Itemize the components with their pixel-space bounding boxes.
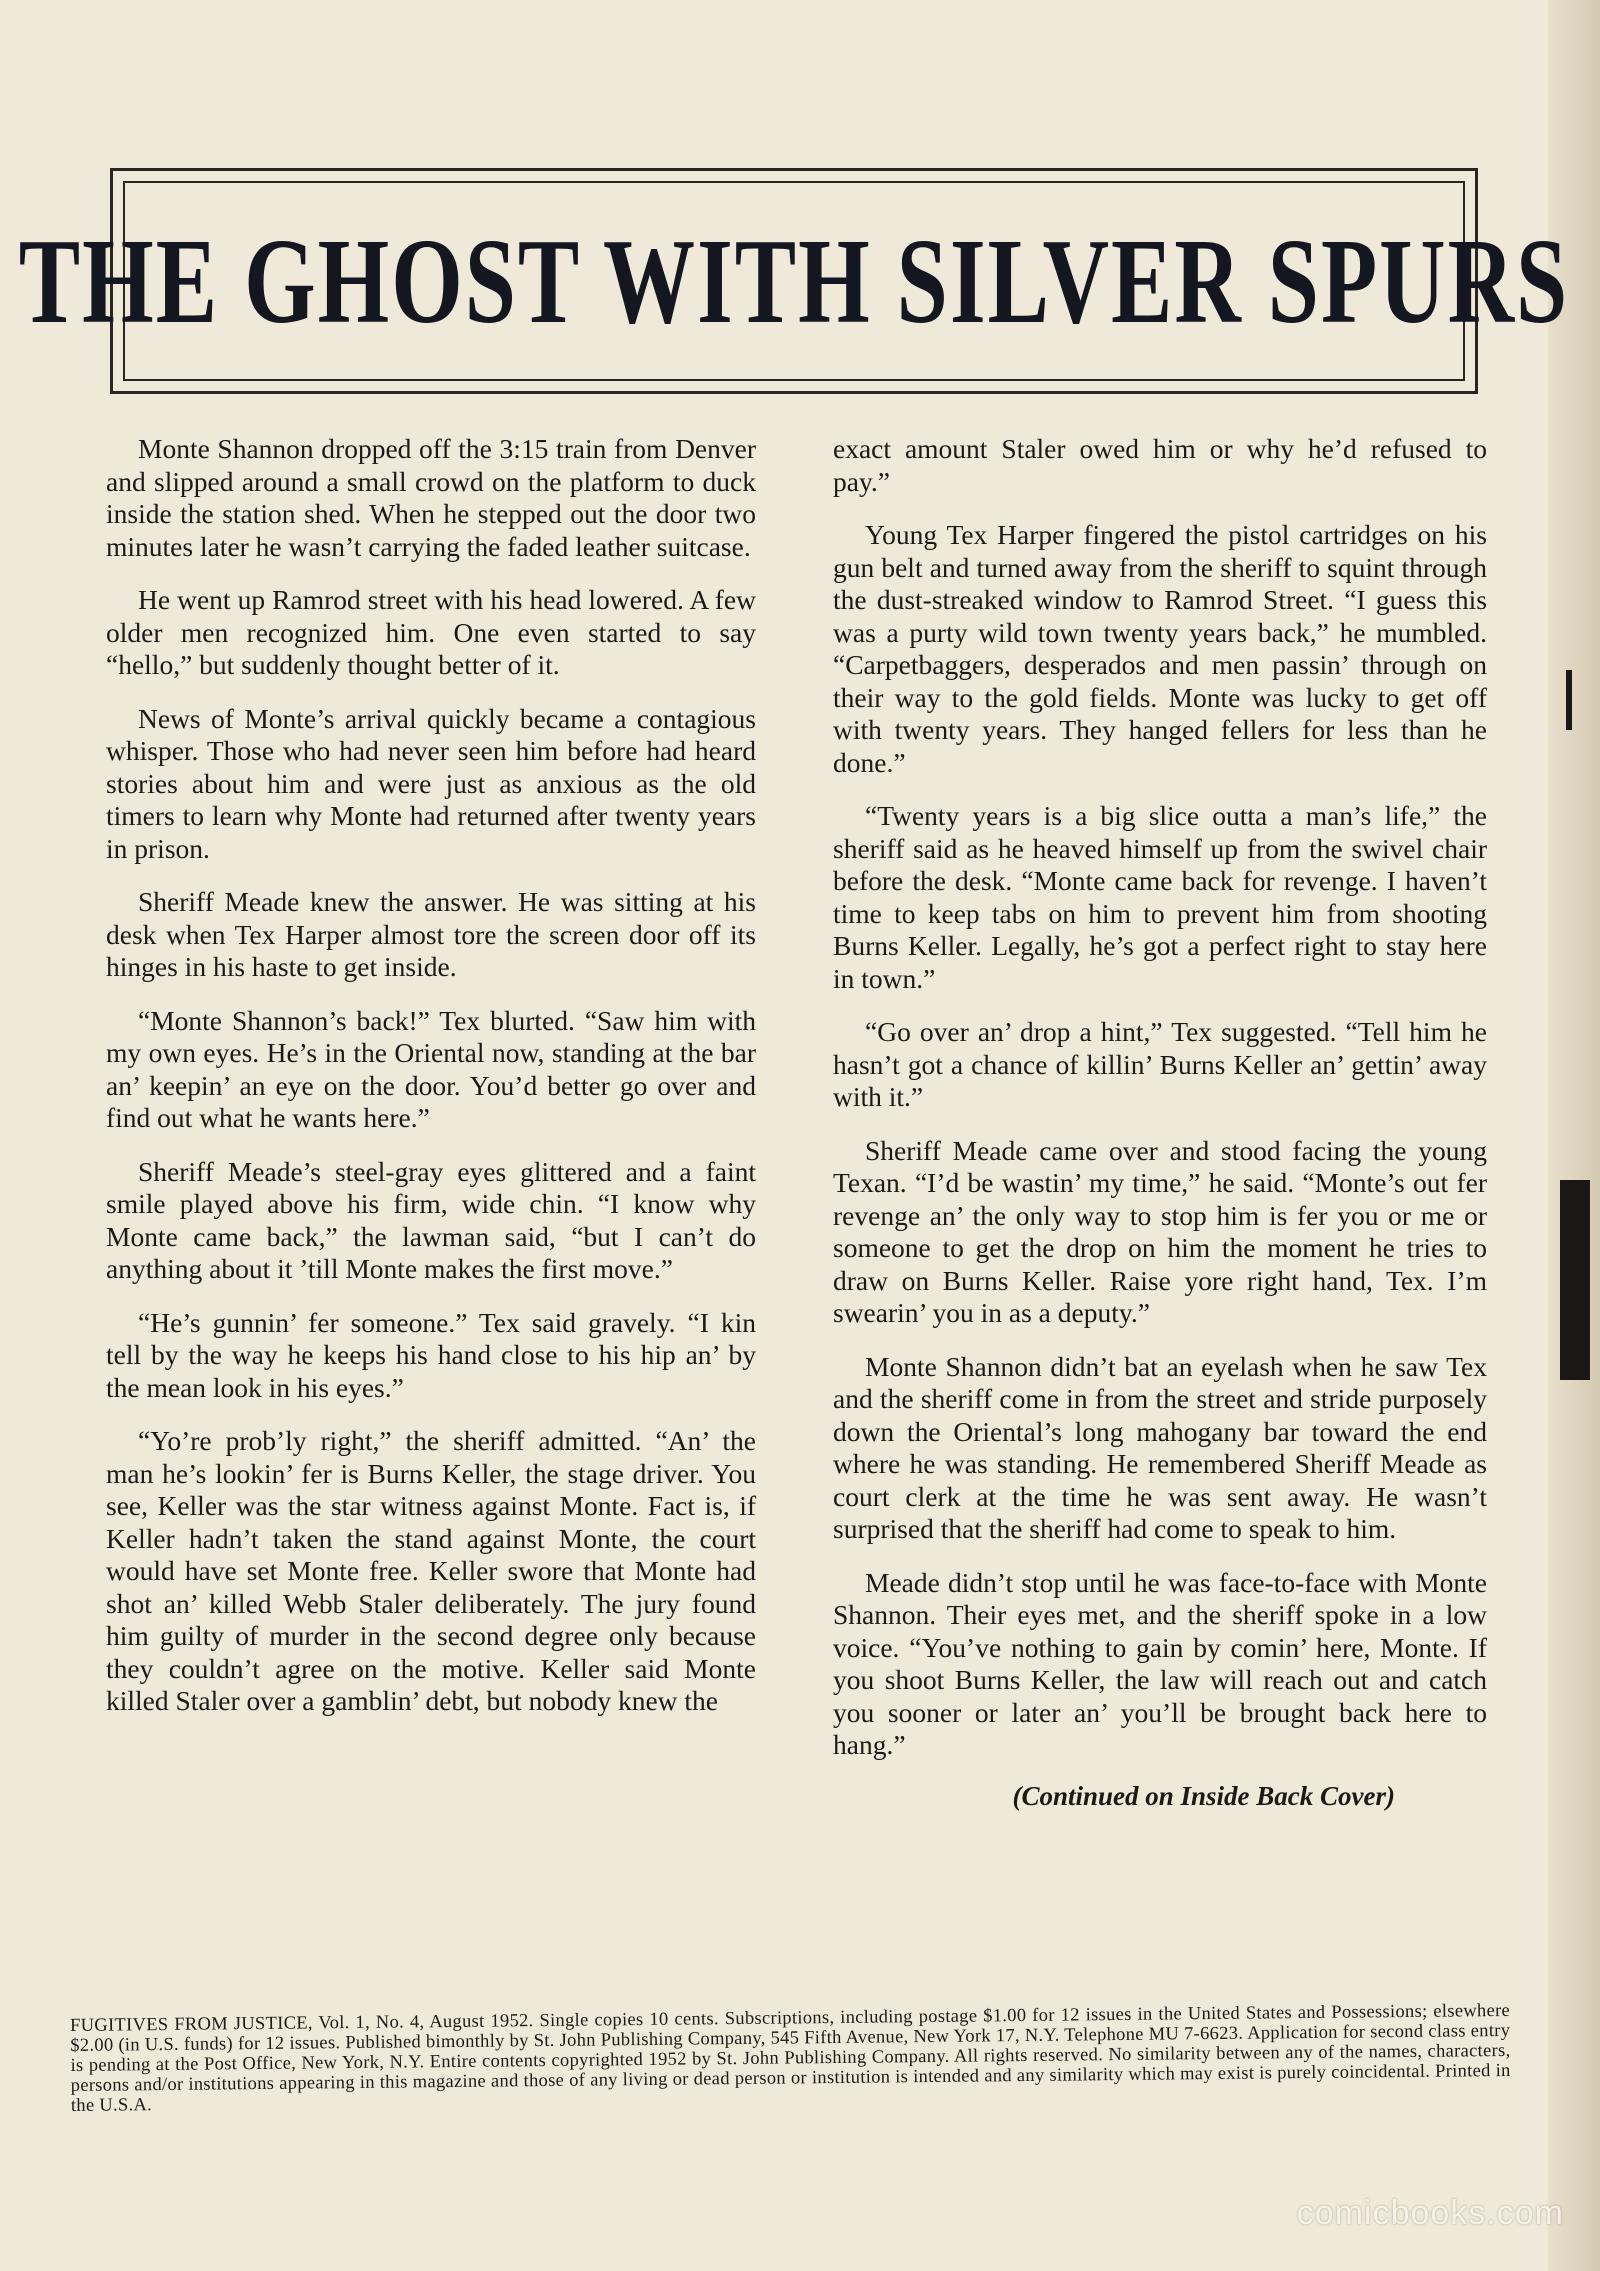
paragraph: Young Tex Harper fingered the pistol cartridges on his gun belt and turned away from the sheriff to squint through the dust-streaked window to Ramrod Street. “I guess this was a purty wild town twenty years back,” he mumbled. “Carpetbaggers, desperados and men passin’ through on their way to the gold fields. Monte was lucky to get off with twenty years. They hanged fellers for less than he done.” [833, 519, 1487, 778]
right-column [833, 433, 1487, 1812]
paragraph: “He’s gunnin’ fer someone.” Tex said gravely. “I kin tell by the way he keeps his hand close to his hip an’ by the mean look in his eyes.” [106, 1306, 756, 1403]
paragraph: Monte Shannon didn’t bat an eyelash when he saw Tex and the sheriff come in from the street and stride purposely down the Oriental’s long mahogany bar toward the end where he was standing. He remembered Sheriff Meade as court clerk at the time he was sent away. He wasn’t surprised that the sheriff had come to speak to him. [833, 1350, 1487, 1544]
paragraph-continuation: exact amount Staler owed him or why he’d refused to pay.” [833, 433, 1487, 497]
paragraph: Sheriff Meade came over and stood facing the young Texan. “I’d be wastin’ my time,” he said. “Monte’s out fer revenge an’ the only way to stop him is fer you or me or someone to get the drop on him the moment he tries to draw on Burns Keller. Raise yore right hand, Tex. I’m swearin’ you in as a deputy.” [833, 1134, 1487, 1328]
watermark: comicbooks.com [1296, 2194, 1564, 2232]
paragraph: Sheriff Meade’s steel-gray eyes glittered and a faint smile played above his firm, wide chin. “I know why Monte came back,” the lawman said, “but I can’t do anything about it ’till Monte makes the first move.” [106, 1155, 756, 1284]
paragraph: “Monte Shannon’s back!” Tex blurted. “Saw him with my own eyes. He’s in the Oriental now, standing at the bar an’ keepin’ an eye on the door. You’d better go over and find out what he wants here.” [106, 1004, 756, 1133]
publication-footer: FUGITIVES FROM JUSTICE, Vol. 1, No. 4, August 1952. Single copies 10 cents. Subscriptions, including postage $1.00 for 12 issues in the United States and Possessions; elsewhere $2.00 (in U.S. funds) for 12 issues. Published bimonthly by St. John Publishing Company, 545 Fifth Avenue, New York 17, N.Y. Telephone MU 7-6623. Application for second class entry is pending at the Post Office, New York, N.Y. Entire contents copyrighted 1952 by St. John Publishing Company. All rights reserved. No similarity between any of the names, characters, persons and/or institutions appearing in this magazine and those of any living or dead person or institution is intended and any similarity which may exist is purely coincidental. Printed in the U.S.A. [70, 2000, 1511, 2116]
paragraph: Meade didn’t stop until he was face-to-face with Monte Shannon. Their eyes met, and the sheriff spoke in a low voice. “You’ve nothing to gain by comin’ here, Monte. If you shoot Burns Keller, the law will reach out and catch you sooner or later an’ you’ll be brought back here to hang.” [833, 1566, 1487, 1760]
binding-mark [1560, 1180, 1590, 1380]
binding-mark [1566, 670, 1572, 730]
story-title: THE GHOST WITH SILVER SPURS [18, 213, 1570, 349]
left-column [106, 433, 756, 1739]
paragraph: “Twenty years is a big slice outta a man’s life,” the sheriff said as he heaved himself up from the swivel chair before the desk. “Monte came back for revenge. I haven’t time to keep tabs on him to prevent him from shooting Burns Keller. Legally, he’s got a perfect right to stay here in town.” [833, 800, 1487, 994]
paragraph: “Yo’re prob’ly right,” the sheriff admitted. “An’ the man he’s lookin’ fer is Burns Keller, the stage driver. You see, Keller was the star witness against Monte. Fact is, if Keller hadn’t taken the stand against Monte, the court would have set Monte free. Keller swore that Monte had shot an’ killed Webb Staler deliberately. The jury found him guilty of murder in the second degree only because they couldn’t agree on the motive. Keller said Monte killed Staler over a gamblin’ debt, but nobody knew the [106, 1425, 756, 1716]
paragraph: He went up Ramrod street with his head lowered. A few older men recognized him. One even started to say “hello,” but suddenly thought better of it. [106, 584, 756, 680]
title-frame-inner [18, 181, 1570, 381]
title-frame [18, 168, 1570, 394]
paragraph: News of Monte’s arrival quickly became a contagious whisper. Those who had never seen him before had heard stories about him and were just as anxious as the old timers to learn why Monte had returned after twenty years in prison. [106, 702, 756, 864]
paragraph: Monte Shannon dropped off the 3:15 train from Denver and slipped around a small crowd on the platform to duck inside the station shed. When he stepped out the door two minutes later he wasn’t carrying the faded leather suitcase. [106, 433, 756, 562]
paragraph: Sheriff Meade knew the answer. He was sitting at his desk when Tex Harper almost tore the screen door off its hinges in his haste to get inside. [106, 886, 756, 982]
paragraph: “Go over an’ drop a hint,” Tex suggested. “Tell him he hasn’t got a chance of killin’ Burns Keller an’ gettin’ away with it.” [833, 1016, 1487, 1112]
continued-notice: (Continued on Inside Back Cover) [1012, 1780, 1395, 1811]
